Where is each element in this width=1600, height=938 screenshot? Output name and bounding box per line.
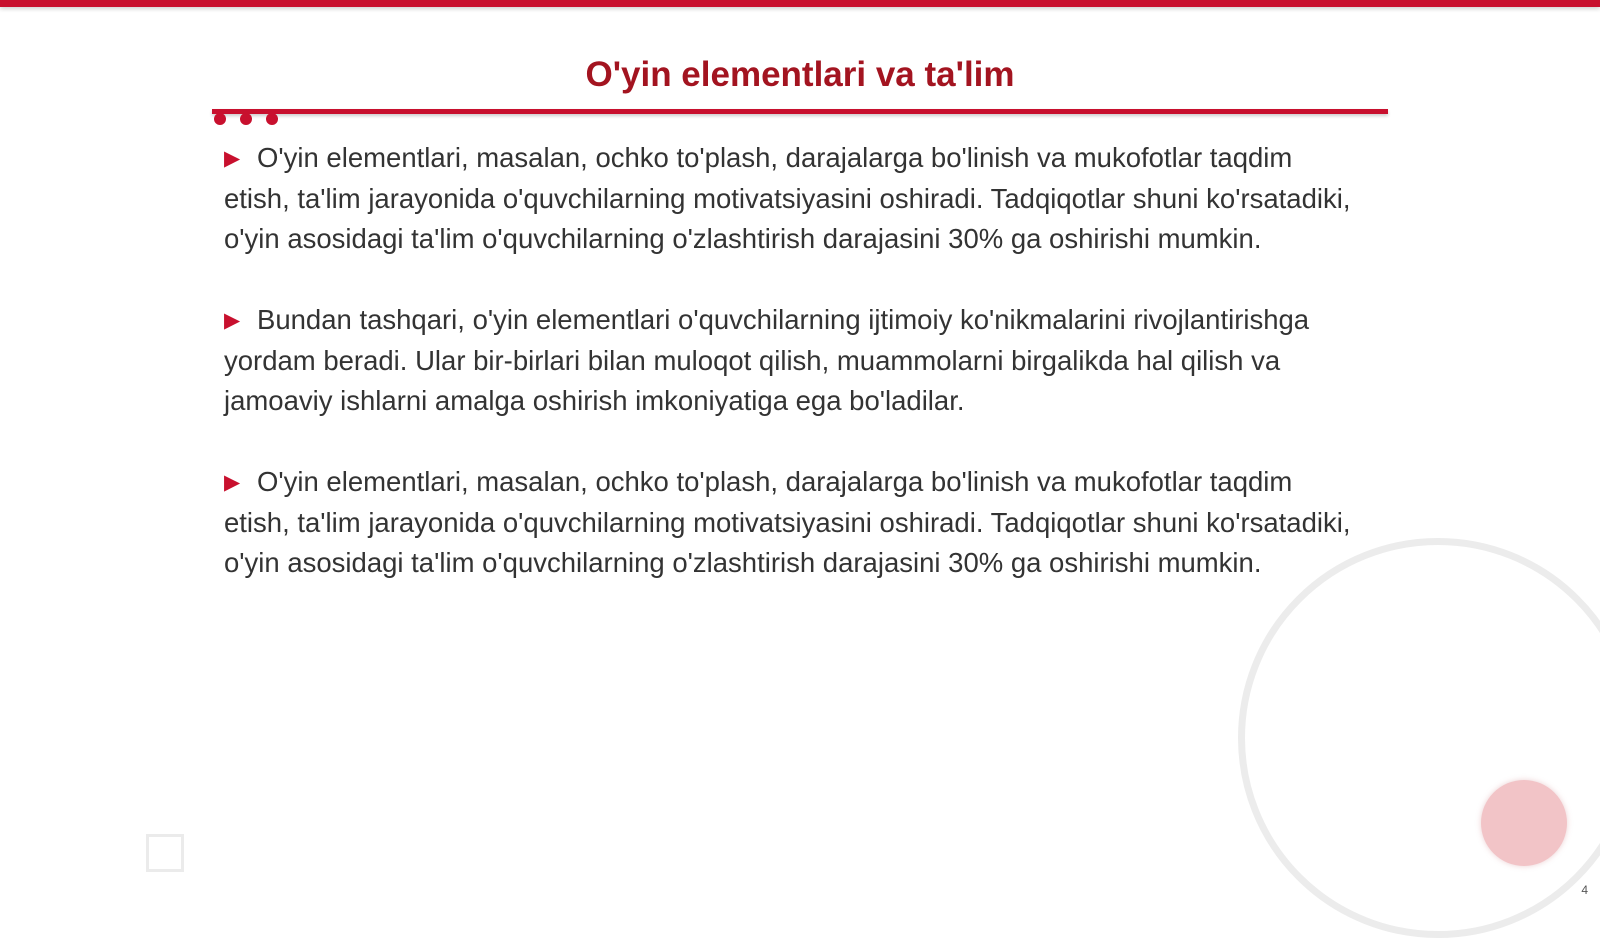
title-underline-dot <box>240 113 252 125</box>
bullet-list <box>224 138 1354 624</box>
decorative-circle <box>1481 780 1567 866</box>
bullet-arrow-icon: ▶ <box>224 471 241 494</box>
decorative-square <box>146 834 184 872</box>
title-underline <box>212 109 1388 114</box>
title-underline-dot <box>214 113 226 125</box>
bullet-text: O'yin elementlari, masalan, ochko to'plash, darajalarga bo'linish va mukofotlar taqdim etish, ta'lim jarayonida o'quvchilarning motivatsiyasini oshiradi. Tadqiqotlar shuni ko'rsatadiki, o'yin asosidagi ta'lim o'quvchilarning o'zlashtirish darajasini 30% ga oshirishi mumkin. <box>224 142 1351 254</box>
bullet-arrow-icon: ▶ <box>224 147 241 170</box>
page-number: 4 <box>1581 883 1588 897</box>
title-underline-dot <box>266 113 278 125</box>
slide-title: O'yin elementlari va ta'lim <box>585 55 1015 94</box>
bullet-text: Bundan tashqari, o'yin elementlari o'quvchilarning ijtimoiy ko'nikmalarini rivojlantirishga yordam beradi. Ular bir-birlari bilan muloqot qilish, muammolarni birgalikda hal qilish va jamoaviy ishlarni amalga oshirish imkoniyatiga ega bo'ladilar. <box>224 304 1310 416</box>
bullet-text: O'yin elementlari, masalan, ochko to'plash, darajalarga bo'linish va mukofotlar taqdim etish, ta'lim jarayonida o'quvchilarning motivatsiyasini oshiradi. Tadqiqotlar shuni ko'rsatadiki, o'yin asosidagi ta'lim o'quvchilarning o'zlashtirish darajasini 30% ga oshirishi mumkin. <box>224 466 1351 578</box>
bullet-item <box>224 300 1354 421</box>
bullet-arrow-icon: ▶ <box>224 309 241 332</box>
top-accent-bar <box>0 0 1600 7</box>
bullet-item <box>224 138 1354 259</box>
bullet-item <box>224 462 1354 583</box>
